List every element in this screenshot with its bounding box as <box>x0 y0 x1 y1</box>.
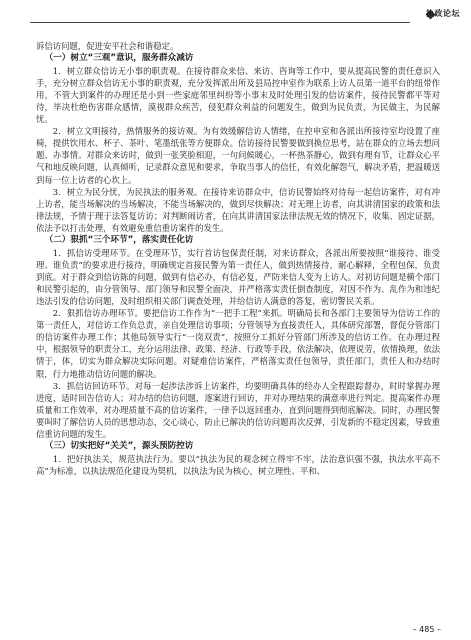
section-heading: （一）树立“三观”意识，服务群众减访 <box>44 53 194 64</box>
paragraph: 1．抓信访受理环节。在受理环节，实行首访包保责任制，对来访群众，各派出所要按照“谁接待、谁受理、谁负责”的要求进行接待，明确规定首接民警为第一责任人，做到热情接待，耐心解释，全程包保，负责到底。对于群众到信访陈的问题，做到有信必办，有信必复，严防来信人变为上访人。对初访问题是横个部门和民警引起的，由分管领导、部门领导和民警全面决，并严格落实责任倒查制度，对因不作为、乱作为和违纪违法引发的信访问题，及时组织相关部门调查处理，并给信访人满意的答复，密切警民关系。 <box>36 247 440 306</box>
paragraph: 3．树立为民分忧，为民执法的服务观。在接待来访群众中，信访民警始终对待每一起信访案件，对有冲上访者，能当场解决的当场解决，不能当场解决的，做到尽快解决；对无理上访者，向其讲清国家的政策和法律法规，予情于理于法答复访访；对判断闹访者，在向其讲清国家法律法规无效的情况下，收集、固定证据，依法予以打击处理，有效避免重信重访案件的发生。 <box>36 186 440 233</box>
running-header <box>30 8 460 30</box>
paragraph: 2．树立文明接待，热情服务的接访观。为有效缓解信访人情绪，在控申室和各派出所接待室均设置了座椅，提供饮用水、杯子、茶叶、笔墨纸张等方便群众。信访接待民警要做到换位思考，站在群众的立场去想问题、办事情。对群众来访时，做到一张笑脸相迎，一句问候暖心，一杯热茶静心，做到有理有节，让群众心平气和地反映问题，认真倾听，记录群众意见和要求，争取当事人的信任，有效化解怨气，解决矛盾，把温暖送到每一位上访者的心坎上。 <box>36 126 440 185</box>
section-heading: （三）切实把好“关关”，源头预防控访 <box>44 441 194 452</box>
section-title: 执政论坛 <box>426 9 460 18</box>
paragraph: 2．狠抓信访办理环节。要把信访工作作为“一把手工程”来抓。明确局长和各部门主要领导为信访工作的第一责任人，对信访工作负总责，亲自处理信访事项；分管领导为直接责任人，具体研究部署，督促分管部门的信访案件办理工作；其他局领导实行“一岗双责”，按照分工抓好分管部门所涉及的信访工作。在办理过程中，根据领导的职责分工，充分运用法律、政策、经济、行政等手段，依法解决，依理说劳，依情换理，依法情于，体，切实为群众解决实际问题。对疑难信访案件，严格落实责任包领导，责任部门，责任人和办结时限，行力地推动信访问题的解决。 <box>36 308 440 379</box>
article-body <box>36 40 440 477</box>
paragraph: 3．抓信访回访环节。对每一起涉法涉诉上访案件，均要明确具体的经办人全程跟踪督办，时时掌握办理进度，适时回告信访人；对办结的信访问题，逐案进行回访，并对办理结果的满意率进行判定。提高案件办理质量和工作效率，对办理质量不高的信访案件，一律予以返回重办，直到问题得到彻底解决。同时，办理民警要叫时了解信访人员的思想动态，交心谈心，防止已解决的信访问题再次反弹，引发新的不稳定因素，导致重信重访问题的发生。 <box>36 380 440 439</box>
header-rule <box>30 22 410 23</box>
paragraph: 1．把好执法关，规范执法行为。要以“执法为民的观念树立得牢不牢，法治意识强不强，执法水平高不高”为标准，以执法规范化建设为契机，以执法为民为核心，树立理性、平和、 <box>36 453 440 476</box>
page-number: – 485 – <box>412 625 441 634</box>
paragraph: 1．树立群众信访无小事的职责观。在接待群众来信、来访、咨询等工作中，要从提高民警的责任意识入手，充分树立群众信访无小事的职责观，充分发挥派出所及县局控申室作为联系上访人员第一道平台的纽带作用，不管大到案件的办理还是小到一些家庭邻里纠纷等小事末及时处理引发的信访案件，接待民警都平等对待，毕决杜绝伤害群众感情，漠视群众疾苦，侵犯群众利益的问题发生，做到为民负责，为民做主，为民解忧。 <box>36 65 440 125</box>
paragraph: 诉信访问题，促进安平社会和谐稳定。 <box>36 41 179 51</box>
section-heading: （二）狠抓“三个环节”，落实责任化访 <box>44 235 194 245</box>
